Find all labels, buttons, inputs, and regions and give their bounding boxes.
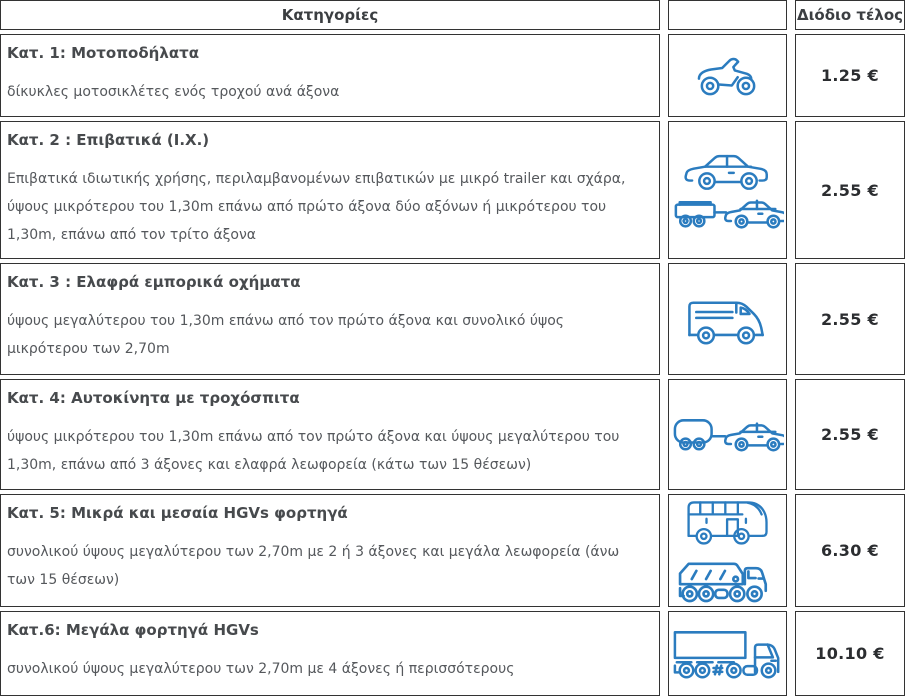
category-title: Κατ. 5: Μικρά και μεσαία HGVs φορτηγά: [7, 504, 348, 522]
toll-fee-cell: [795, 121, 905, 259]
category-title: Κατ. 1: Μοτοποδήλατα: [7, 44, 200, 62]
category-cell: [0, 121, 660, 259]
category-cell: [0, 34, 660, 117]
toll-fee-value: 2.55 €: [821, 309, 879, 329]
header-categories: Κατηγορίες: [0, 0, 660, 30]
car-icon: [684, 149, 772, 191]
vehicle-icon-cell: [668, 611, 787, 696]
header-toll-fee: Διόδιο τέλος: [795, 0, 905, 30]
dump-truck-icon: [677, 550, 779, 605]
category-title: Κατ. 3 : Ελαφρά εμπορικά οχήματα: [7, 273, 301, 291]
category-description: συνολικού ύψους μεγαλύτερου των 2,70m με 4 άξονες ή περισσότερους: [7, 661, 515, 677]
motorcycle-icon: [697, 53, 759, 98]
vehicle-icon-cell: [668, 263, 787, 375]
header-vehicle-icon-column: [668, 0, 787, 30]
category-title: Κατ. 4: Αυτοκίνητα με τροχόσπιτα: [7, 389, 300, 407]
toll-fee-value: 1.25 €: [821, 66, 879, 85]
category-cell: [0, 611, 660, 696]
semi-trailer-truck-icon: [672, 627, 784, 679]
category-cell: [0, 494, 660, 607]
toll-fee-cell: [795, 611, 905, 696]
toll-fee-value: 2.55 €: [821, 180, 879, 200]
category-description: συνολικού ύψους μεγαλύτερου των 2,70m με 2 ή 3 άξονες και μεγάλα λεωφορεία (άνω των 15 θέσεων): [7, 544, 620, 588]
vehicle-icon-cell: [668, 34, 787, 117]
category-description: ύψους μικρότερου του 1,30m επάνω από τον πρώτο άξονα και ύψους μεγαλύτερου του 1,30m, επάνω από 3 άξονες και ελαφρά λεωφορεία (κάτω των 15 θέσεων): [7, 429, 620, 473]
toll-fee-value: 2.55 €: [821, 425, 879, 444]
car-with-caravan-icon: [672, 415, 784, 454]
category-description: ύψους μεγαλύτερου του 1,30m επάνω από τον πρώτο άξονα και συνολικό ύψος μικρότερου των 2,70m: [7, 313, 565, 357]
category-description: Επιβατικά ιδιωτικής χρήσης, περιλαμβανομένων επιβατικών με μικρό trailer και σχάρα, ύψους μικρότερου του 1,30m επάνω από πρώτο άξονα δύο αξόνων ή μικρότερου του 1,30m, επάνω από τον τρίτο άξονα: [7, 171, 626, 243]
category-title: Κατ.6: Μεγάλα φορτηγά HGVs: [7, 621, 259, 639]
toll-fee-cell: [795, 379, 905, 490]
toll-fee-cell: [795, 263, 905, 375]
toll-fee-value: 6.30 €: [821, 541, 879, 560]
toll-fee-cell: [795, 494, 905, 607]
toll-fee-cell: [795, 34, 905, 117]
vehicle-icon-cell: [668, 494, 787, 607]
vehicle-icon-cell: [668, 379, 787, 490]
coach-bus-icon: [685, 496, 771, 546]
vehicle-icon-cell: [668, 121, 787, 259]
car-with-trailer-icon: [672, 194, 784, 231]
van-icon: [686, 291, 770, 348]
toll-fee-value: 10.10 €: [815, 644, 885, 663]
category-cell: [0, 263, 660, 375]
category-description: δίκυκλες μοτοσικλέτες ενός τροχού ανά άξονα: [7, 84, 340, 100]
category-title: Κατ. 2 : Επιβατικά (Ι.Χ.): [7, 131, 210, 149]
category-cell: [0, 379, 660, 490]
